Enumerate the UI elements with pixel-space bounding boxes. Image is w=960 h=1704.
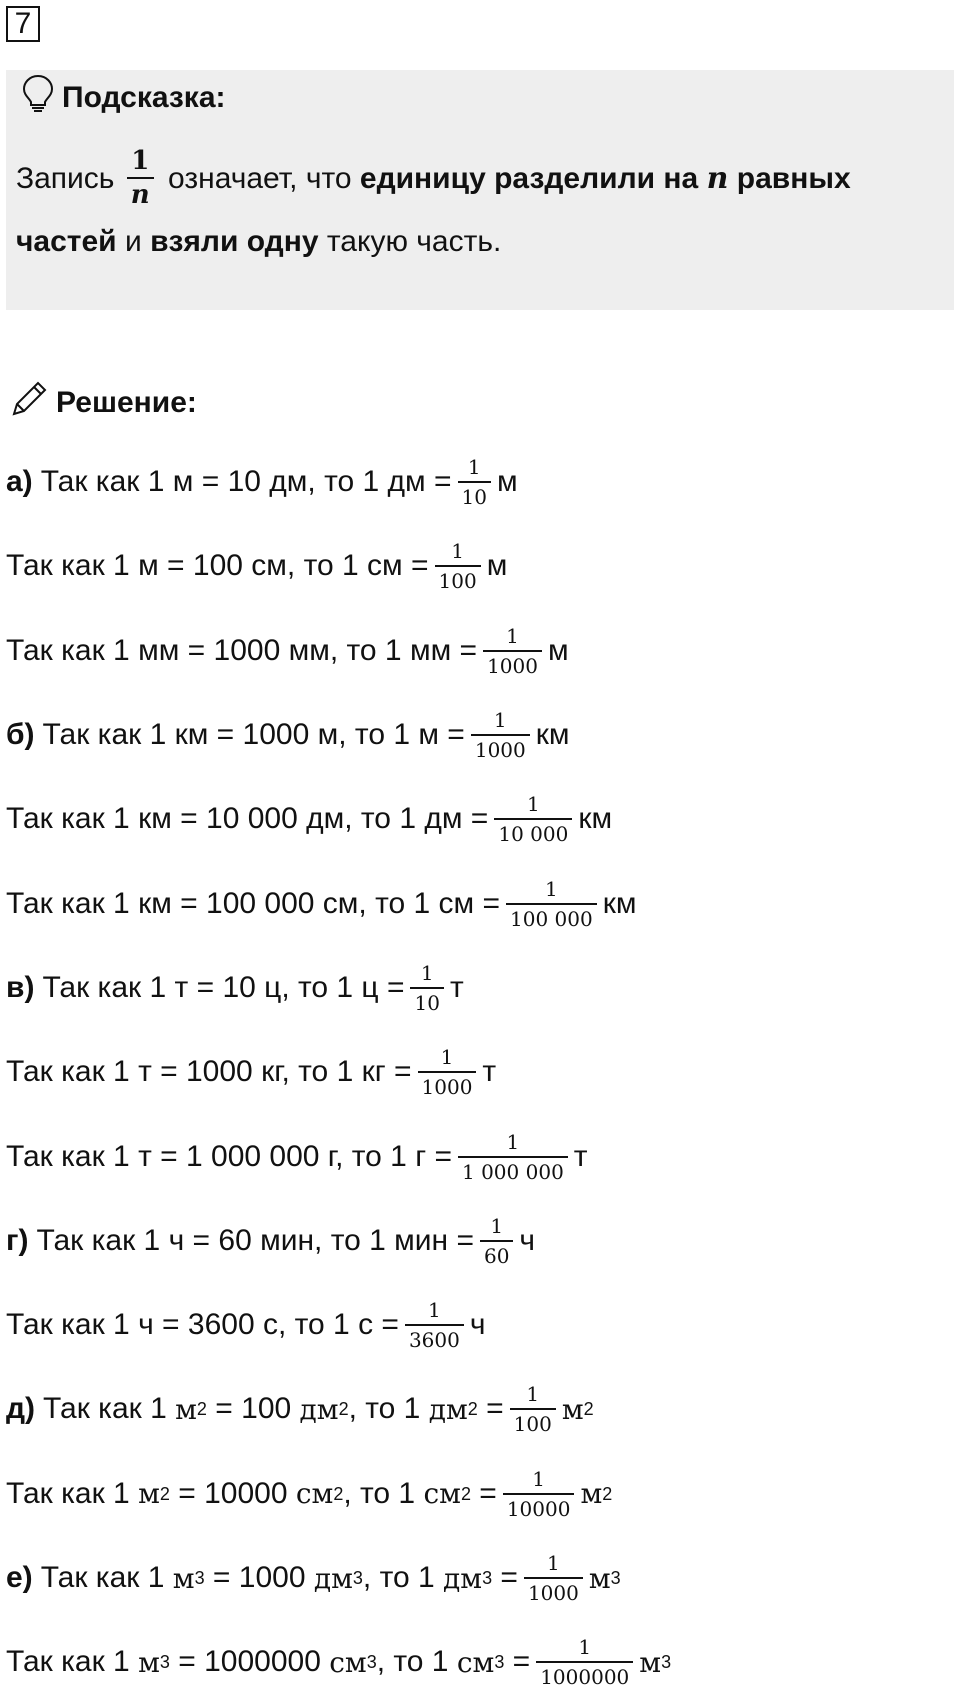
fraction-denominator: 1000 (524, 1577, 583, 1605)
fraction-numerator: 1 (428, 1298, 441, 1323)
fraction-numerator: 1 (440, 1045, 454, 1070)
row-text: Так как 1 (6, 1645, 130, 1679)
pencil-icon (8, 378, 50, 428)
solution-row (6, 693, 956, 777)
row-text: Так как 1 м = 10 дм, то 1 дм = (40, 465, 452, 499)
hint-bold-text: единицу разделили на (359, 162, 699, 195)
row-text: Так как 1 т = 1 000 000 г, то 1 г = (6, 1139, 452, 1173)
unit: м (588, 1561, 611, 1595)
fraction-denominator: 10 (458, 481, 491, 509)
fraction-denominator: 1000 (483, 650, 542, 678)
row-text: Так как 1 км = 1000 м, то 1 м = (42, 718, 465, 752)
unit: т (449, 970, 464, 1004)
fraction-denominator: 100 (510, 1408, 556, 1436)
hint-text-part: такую часть. (326, 225, 502, 259)
unit: т (482, 1055, 497, 1089)
hint-text (16, 148, 936, 273)
fraction-numerator: 1 (493, 708, 507, 733)
row-text: Так как 1 (40, 1561, 165, 1594)
solution-row (6, 1030, 956, 1114)
row-text: , то 1 (362, 1561, 435, 1594)
fraction-numerator: 1 (420, 960, 434, 985)
solution-row: д) Так как 1 м 2 = 100 дм 2 , то 1 дм 2 = $\frac{1}{100}$ м 2 (6, 1382, 594, 1437)
solution-title: Решение: (56, 386, 197, 419)
solution-row (6, 777, 956, 861)
hint-bold-text: частей (16, 225, 117, 259)
row-text: = (512, 1645, 531, 1679)
fraction-numerator: 1 (545, 876, 558, 901)
hint-line-2 (16, 211, 936, 273)
part-label: в) (6, 970, 35, 1004)
fraction (405, 1298, 464, 1352)
unit: м (138, 1645, 160, 1679)
fraction-denominator: 100 (435, 565, 481, 593)
solution-row: е) Так как 1 м 3 = 1000 дм 3 , то 1 дм 3 = $\frac{1}{1000}$ м 3 (6, 1551, 621, 1605)
unit: дм (443, 1561, 483, 1595)
unit: т (573, 1139, 588, 1173)
unit: м (561, 1392, 584, 1426)
row-text: Так как 1 мм = 1000 мм, то 1 мм = (6, 633, 478, 667)
part-label: г) (6, 1223, 29, 1257)
row-text: , то 1 (343, 1476, 416, 1510)
fraction-denominator: 1000000 (536, 1661, 633, 1689)
row-text: = (479, 1476, 497, 1510)
unit: м (486, 549, 508, 583)
fraction (536, 1635, 633, 1689)
hint-line-1 (16, 148, 936, 211)
row-text: = (486, 1392, 504, 1426)
solution-body (6, 440, 956, 1704)
task-number: 7 (6, 6, 40, 42)
unit: дм (313, 1561, 353, 1595)
fraction-denominator: 10000 (503, 1493, 575, 1521)
fraction-numerator: 1 (490, 1213, 504, 1238)
hint-title: Подсказка: (62, 81, 226, 114)
row-text: Так как 1 м = 100 см, то 1 см = (6, 549, 429, 583)
fraction-denominator: 10 000 (494, 818, 572, 846)
unit: м (138, 1477, 160, 1511)
fraction-denominator: 100 000 (506, 903, 597, 931)
fraction (418, 1045, 477, 1099)
fraction-numerator: 1 (467, 455, 481, 480)
unit: м (172, 1561, 195, 1595)
lightbulb-icon (22, 74, 54, 122)
unit: м (496, 465, 518, 499)
hint-text-part: Запись (16, 162, 115, 195)
fraction (483, 624, 542, 678)
fraction (494, 792, 572, 846)
fraction-numerator: 1 (131, 146, 150, 177)
row-text: = (500, 1561, 518, 1594)
solution-row: Так как 1 м 3 = 1000000 см 3 , то 1 см 3 = $\frac{1}{1000000}$ м 3 (6, 1635, 672, 1690)
fraction (471, 708, 530, 762)
row-text: = 1000 (212, 1561, 306, 1594)
row-text: = 100 (215, 1392, 292, 1426)
unit: см (329, 1645, 367, 1679)
part-label: а) (6, 465, 33, 499)
fraction-numerator: 1 (532, 1466, 545, 1491)
unit: м (547, 633, 569, 667)
unit: дм (428, 1392, 468, 1426)
unit: дм (299, 1392, 339, 1426)
fraction-numerator: 1 (526, 792, 540, 817)
fraction (524, 1551, 583, 1605)
unit: см (423, 1477, 461, 1511)
unit: м (580, 1477, 603, 1511)
solution-row (6, 861, 956, 945)
solution-row (6, 1114, 956, 1198)
fraction-denominator: 1000 (471, 734, 530, 762)
solution-row (6, 440, 956, 524)
hint-fraction (127, 147, 154, 209)
fraction-denominator: 1 000 000 (458, 1156, 568, 1184)
hint-text-part: означает, что (168, 162, 352, 195)
fraction (458, 455, 491, 509)
unit: см (456, 1645, 495, 1679)
row-text: = 1000000 (178, 1645, 321, 1679)
row-text: Так как 1 (6, 1476, 130, 1510)
fraction (410, 961, 443, 1015)
part-label: е) (6, 1561, 33, 1594)
unit: км (578, 802, 613, 836)
row-text: Так как 1 ч = 60 мин, то 1 мин = (36, 1223, 474, 1257)
solution-header (8, 378, 197, 428)
fraction (458, 1130, 568, 1184)
fraction-numerator: 1 (451, 539, 464, 564)
hint-header (22, 78, 226, 118)
fraction (506, 877, 597, 931)
unit: ч (469, 1308, 486, 1342)
fraction-denominator: 10 (410, 987, 443, 1015)
fraction (503, 1467, 575, 1521)
hint-bold-text: равных (736, 162, 851, 195)
row-text: , то 1 (376, 1645, 449, 1679)
hint-box (6, 70, 954, 310)
row-text: , то 1 (348, 1392, 421, 1426)
row-text: Так как 1 км = 100 000 см, то 1 см = (6, 886, 501, 920)
fraction-numerator: 1 (578, 1635, 592, 1660)
solution-row: Так как 1 м 2 = 10000 см 2 , то 1 см 2 = $\frac{1}{10000}$ м 2 (6, 1466, 613, 1521)
unit: км (535, 718, 570, 752)
fraction (510, 1382, 556, 1436)
solution-row (6, 524, 956, 608)
fraction-denominator: 60 (480, 1240, 513, 1268)
fraction-numerator: 1 (526, 1382, 540, 1407)
hint-text-part: и (124, 225, 142, 259)
fraction-denominator: 1000 (418, 1071, 477, 1099)
unit: ч (519, 1223, 536, 1257)
solution-row (6, 1283, 956, 1367)
fraction-denominator: 3600 (405, 1324, 464, 1352)
fraction (435, 539, 481, 593)
hint-bold-text: взяли одну (150, 225, 319, 259)
fraction-denominator: n (127, 177, 154, 209)
fraction (480, 1214, 513, 1268)
solution-row (6, 946, 956, 1030)
fraction-numerator: 1 (547, 1551, 560, 1575)
fraction-numerator: 1 (506, 623, 519, 648)
unit: м (175, 1392, 197, 1426)
part-label: б) (6, 718, 35, 752)
row-text: = 10000 (178, 1476, 288, 1510)
row-text: Так как 1 км = 10 000 дм, то 1 дм = (6, 802, 489, 836)
hint-variable: n (706, 161, 729, 196)
solution-row (6, 1199, 956, 1283)
row-text: Так как 1 т = 10 ц, то 1 ц = (42, 970, 405, 1004)
unit: м (639, 1645, 662, 1679)
unit: см (295, 1477, 334, 1511)
row-text: Так как 1 ч = 3600 с, то 1 с = (6, 1308, 399, 1342)
part-label: д) (6, 1392, 36, 1426)
row-text: Так как 1 (43, 1392, 167, 1426)
unit: км (602, 886, 637, 920)
fraction-numerator: 1 (506, 1129, 520, 1154)
solution-row (6, 609, 956, 693)
row-text: Так как 1 т = 1000 кг, то 1 кг = (6, 1055, 412, 1089)
